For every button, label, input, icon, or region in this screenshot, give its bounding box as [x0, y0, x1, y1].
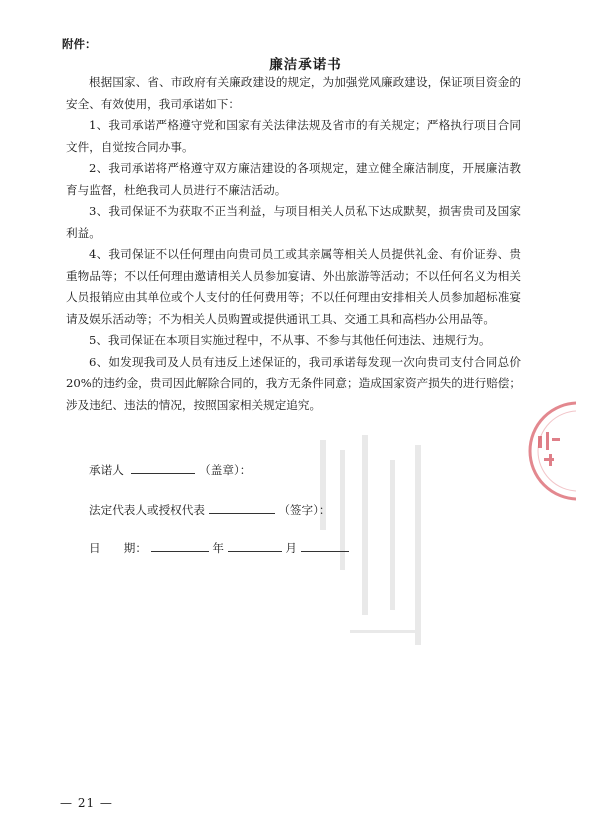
- clause-1: 1、我司承诺严格遵守党和国家有关法律法规及省市的有关规定；严格执行项目合同文件，自觉按合同办事。: [66, 118, 521, 154]
- intro-paragraph: 根据国家、省、市政府有关廉政建设的规定，为加强党风廉政建设，保证项目资金的安全、有效使用，我司承诺如下：: [66, 75, 521, 111]
- document-body: [66, 72, 521, 416]
- document-title: 廉洁承诺书: [269, 57, 342, 73]
- red-seal-icon: [516, 396, 576, 506]
- legal-rep-line: [89, 500, 331, 518]
- clause-5: 5、我司保证在本项目实施过程中，不从事、不参与其他任何违法、违规行为。: [89, 333, 491, 347]
- date-label: 日 期：: [89, 541, 147, 555]
- promisor-blank[interactable]: [131, 460, 195, 474]
- page-number: — 21 —: [60, 796, 113, 810]
- clause-4: 4、我司保证不以任何理由向贵司员工或其亲属等相关人员提供礼金、有价证券、贵重物品等；不以任何理由邀请相关人员参加宴请、外出旅游等活动；不以任何名义为相关人员报销应由其单位或个人支付的任何费用等；不以任何理由安排相关人员参加超标准宴请及娱乐活动等；不为相关人员购置或提供通讯工具、交通工具和高档办公用品等。: [66, 247, 521, 326]
- promisor-suffix: （盖章）：: [199, 463, 252, 477]
- date-line: [89, 538, 349, 556]
- month-blank[interactable]: [228, 538, 282, 552]
- legal-rep-blank[interactable]: [209, 500, 275, 514]
- year-blank[interactable]: [151, 538, 209, 552]
- bleed-through-marks: [300, 430, 440, 730]
- day-blank[interactable]: [301, 538, 349, 552]
- clause-6: 6、如发现我司及人员有违反上述保证的，我司承诺每发现一次向贵司支付合同总价 20%的违约金，贵司因此解除合同的，我方无条件同意；造成国家资产损失的进行赔偿；涉及违纪、违法的情况，按照国家相关规定追究。: [66, 354, 521, 412]
- clause-2: 2、我司承诺将严格遵守双方廉洁建设的各项规定，建立健全廉洁制度，开展廉洁教育与监督，杜绝我司人员进行不廉洁活动。: [66, 161, 521, 197]
- legal-rep-label: 法定代表人或授权代表: [89, 503, 205, 517]
- attachment-label: 附件：: [62, 37, 97, 51]
- month-label: 月: [285, 541, 297, 555]
- promisor-label: 承诺人: [89, 463, 124, 477]
- clause-3: 3、我司保证不为获取不正当利益，与项目相关人员私下达成默契，损害贵司及国家利益。: [66, 204, 521, 240]
- year-label: 年: [212, 541, 224, 555]
- legal-rep-suffix: （签字）：: [278, 503, 331, 517]
- promisor-line: [89, 460, 251, 478]
